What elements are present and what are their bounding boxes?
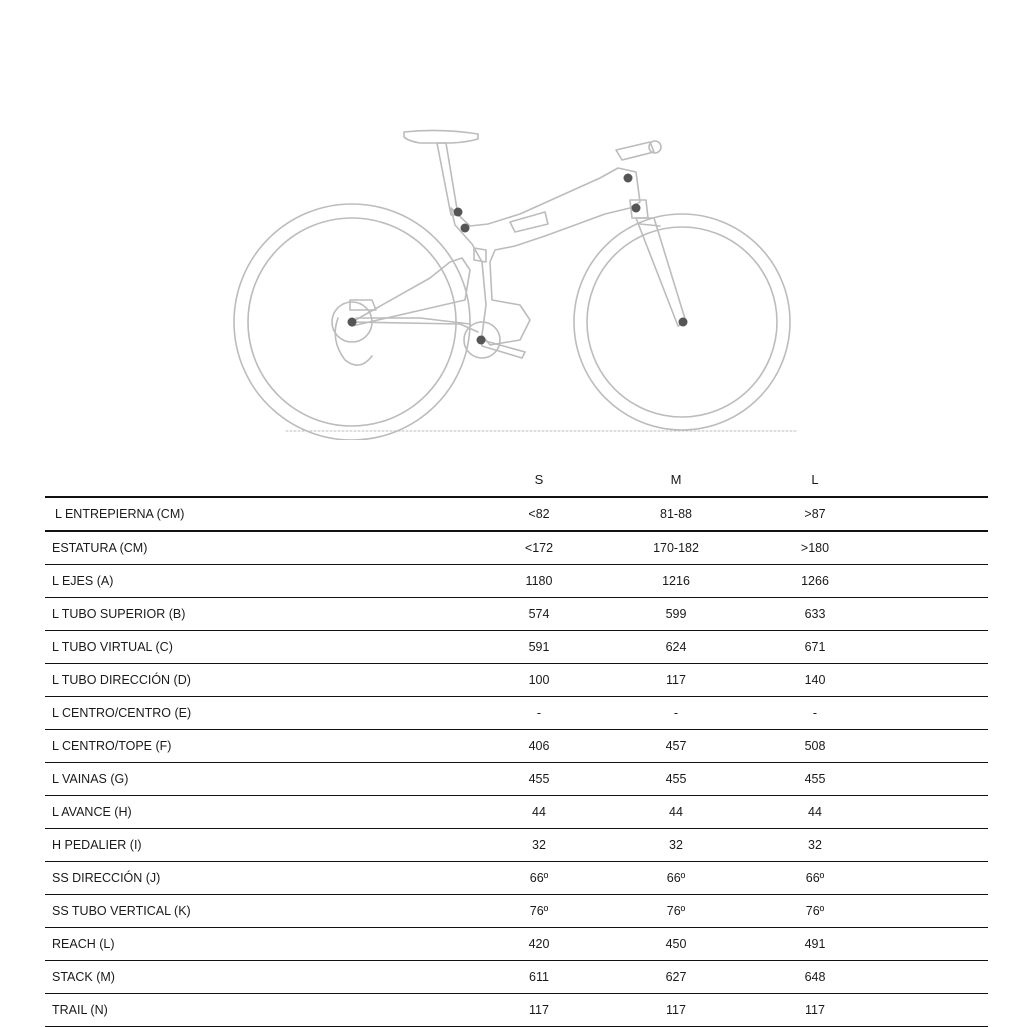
row-label: STACK (M) (45, 961, 475, 994)
value-size-s: 44 (475, 796, 603, 829)
table-row (45, 497, 988, 531)
value-size-m: 117 (603, 994, 749, 1027)
value-size-m: 66º (603, 862, 749, 895)
bike-geometry-figure (220, 120, 810, 440)
value-size-s: <82 (475, 497, 603, 531)
header-size-l: L (811, 471, 819, 487)
value-size-l: 671 (749, 631, 881, 664)
row-spacer (881, 497, 988, 531)
value-size-s: 574 (475, 598, 603, 631)
value-size-l: 633 (749, 598, 881, 631)
row-label: L VAINAS (G) (45, 763, 475, 796)
value-size-l: 648 (749, 961, 881, 994)
value-size-m: 170-182 (603, 531, 749, 565)
value-size-l: 32 (749, 829, 881, 862)
value-size-l: 1266 (749, 565, 881, 598)
table-row (45, 763, 988, 796)
value-size-l: 140 (749, 664, 881, 697)
table-row (45, 862, 988, 895)
value-size-s: <172 (475, 531, 603, 565)
table-row (45, 631, 988, 664)
value-size-m: 450 (603, 928, 749, 961)
value-size-l: 455 (749, 763, 881, 796)
row-label: SS TUBO VERTICAL (K) (45, 895, 475, 928)
row-spacer (881, 796, 988, 829)
table-row (45, 928, 988, 961)
value-size-s: 100 (475, 664, 603, 697)
row-label: H PEDALIER (I) (45, 829, 475, 862)
value-size-s: 76º (475, 895, 603, 928)
bike-geometry-diagram-icon (220, 120, 810, 440)
row-spacer (881, 862, 988, 895)
header-spacer (881, 462, 988, 497)
value-size-s: 591 (475, 631, 603, 664)
value-size-m: 76º (603, 895, 749, 928)
table-row (45, 961, 988, 994)
value-size-l: 44 (749, 796, 881, 829)
table-header-row (45, 462, 988, 497)
value-size-m: 44 (603, 796, 749, 829)
value-size-s: 420 (475, 928, 603, 961)
row-spacer (881, 763, 988, 796)
header-size-m: M (670, 471, 682, 487)
value-size-s: 117 (475, 994, 603, 1027)
value-size-m: - (603, 697, 749, 730)
value-size-m: 1216 (603, 565, 749, 598)
value-size-s: 455 (475, 763, 603, 796)
row-label: L CENTRO/CENTRO (E) (45, 697, 475, 730)
header-size-s: S (534, 471, 544, 487)
value-size-m: 455 (603, 763, 749, 796)
value-size-m: 32 (603, 829, 749, 862)
table-body (45, 497, 988, 1027)
value-size-l: 508 (749, 730, 881, 763)
row-label: SS DIRECCIÓN (J) (45, 862, 475, 895)
value-size-l: >87 (749, 497, 881, 531)
table-row (45, 697, 988, 730)
row-spacer (881, 664, 988, 697)
value-size-m: 624 (603, 631, 749, 664)
table-row (45, 895, 988, 928)
row-spacer (881, 565, 988, 598)
row-label: TRAIL (N) (45, 994, 475, 1027)
value-size-s: 406 (475, 730, 603, 763)
row-spacer (881, 730, 988, 763)
table-row (45, 730, 988, 763)
value-size-l: 66º (749, 862, 881, 895)
value-size-l: 491 (749, 928, 881, 961)
table-row (45, 598, 988, 631)
row-label: L EJES (A) (45, 565, 475, 598)
value-size-l: - (749, 697, 881, 730)
row-spacer (881, 928, 988, 961)
value-size-m: 627 (603, 961, 749, 994)
row-spacer (881, 895, 988, 928)
value-size-s: 611 (475, 961, 603, 994)
row-label: L TUBO VIRTUAL (C) (45, 631, 475, 664)
row-spacer (881, 697, 988, 730)
row-spacer (881, 631, 988, 664)
table-row (45, 829, 988, 862)
table-row (45, 664, 988, 697)
value-size-s: - (475, 697, 603, 730)
row-spacer (881, 531, 988, 565)
row-label: L TUBO SUPERIOR (B) (45, 598, 475, 631)
row-spacer (881, 994, 988, 1027)
row-label: L AVANCE (H) (45, 796, 475, 829)
value-size-m: 457 (603, 730, 749, 763)
row-label: L ENTREPIERNA (CM) (45, 497, 475, 531)
table-row (45, 531, 988, 565)
value-size-l: 76º (749, 895, 881, 928)
table-row (45, 796, 988, 829)
table-row (45, 565, 988, 598)
value-size-m: 81-88 (603, 497, 749, 531)
value-size-m: 117 (603, 664, 749, 697)
row-label: ESTATURA (CM) (45, 531, 475, 565)
table-row (45, 994, 988, 1027)
value-size-l: >180 (749, 531, 881, 565)
value-size-m: 599 (603, 598, 749, 631)
geometry-table (45, 462, 988, 1027)
row-spacer (881, 829, 988, 862)
row-label: L TUBO DIRECCIÓN (D) (45, 664, 475, 697)
row-label: L CENTRO/TOPE (F) (45, 730, 475, 763)
value-size-l: 117 (749, 994, 881, 1027)
row-spacer (881, 961, 988, 994)
row-spacer (881, 598, 988, 631)
value-size-s: 1180 (475, 565, 603, 598)
row-label: REACH (L) (45, 928, 475, 961)
header-label-cell (45, 462, 475, 497)
value-size-s: 32 (475, 829, 603, 862)
value-size-s: 66º (475, 862, 603, 895)
